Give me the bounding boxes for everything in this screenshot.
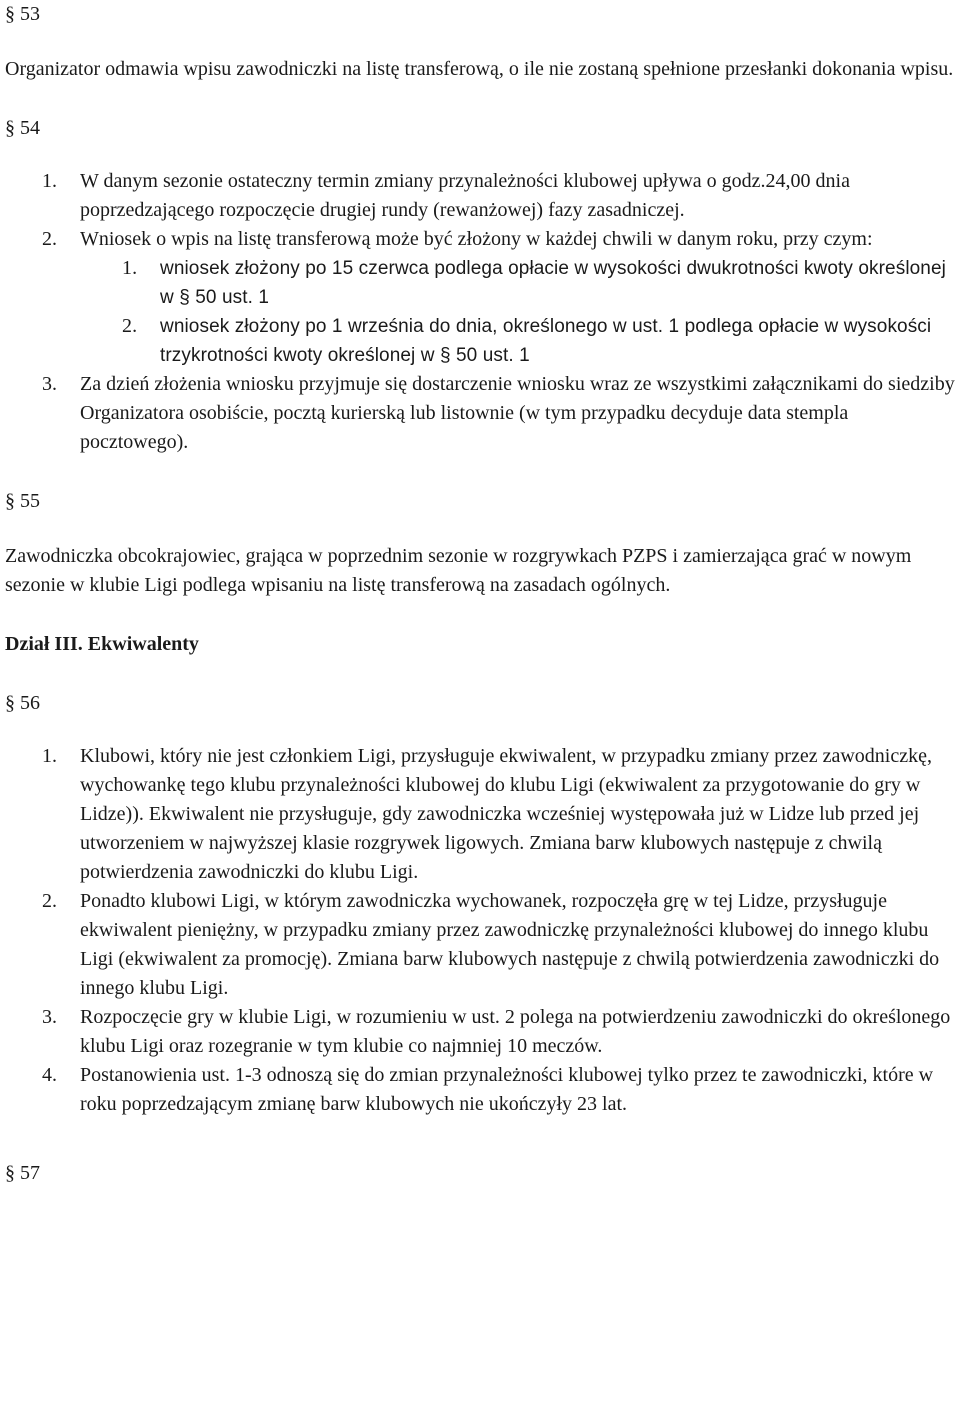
section-53-text: Organizator odmawia wpisu zawodniczki na listę transferową, o ile nie zostaną spełnione przesłanki dokonania wpisu. — [5, 58, 954, 80]
list-item — [5, 887, 955, 1003]
section-mark-57: § 57 — [5, 1162, 40, 1184]
list-item — [5, 167, 955, 225]
section-54-list-continued — [5, 370, 955, 457]
list-item-text: Rozpoczęcie gry w klubie Ligi, w rozumieniu w ust. 2 polega na potwierdzeniu zawodniczki do określonego klubu Ligi oraz rozegranie w tym klubie co najmniej 10 meczów. — [80, 1006, 951, 1057]
section-54-list — [5, 167, 955, 254]
list-item-number: 3. — [42, 1006, 57, 1028]
section-56-list — [5, 742, 955, 1119]
list-item-text: Ponadto klubowi Ligi, w którym zawodniczka wychowanek, rozpoczęła grę w tej Lidze, przysługuje ekwiwalent pieniężny, w przypadku zmiany przez zawodniczkę przynależności klubowej do innego klubu Ligi (ekwiwalent za promocję). Zmiana barw klubowych następuje z chwilą potwierdzenia zawodniczki do innego klubu Ligi. — [80, 890, 940, 999]
section-54-sublist — [5, 254, 955, 370]
list-item — [5, 1003, 955, 1061]
section-mark-54: § 54 — [5, 117, 40, 139]
section-mark-56: § 56 — [5, 692, 40, 714]
list-item — [5, 1061, 955, 1119]
list-item-number: 2. — [42, 890, 57, 912]
list-item — [5, 742, 955, 887]
section-mark-53: § 53 — [5, 3, 40, 25]
list-item-text: Klubowi, który nie jest członkiem Ligi, przysługuje ekwiwalent, w przypadku zmiany przez zawodniczkę, wychowankę tego klubu przynależności klubowej do klubu Ligi (ekwiwalent za przygotowanie do gry w Lidze)). Ekwiwalent nie przysługuje, gdy zawodniczka wcześniej występowała już w Lidze lub przed jej utworzeniem w najwyższej klasie rozgrywek ligowych. Zmiana barw klubowych następuje z chwilą potwierdzenia zawodniczki do klubu Ligi. — [80, 745, 932, 883]
sublist-item-text: wniosek złożony po 15 czerwca podlega opłacie w wysokości dwukrotności kwoty określonej w § 50 ust. 1 — [160, 258, 946, 308]
list-item-number: 1. — [42, 170, 57, 192]
sublist-item — [5, 254, 955, 312]
division-heading: Dział III. Ekwiwalenty — [5, 633, 199, 655]
list-item-text: Wniosek o wpis na listę transferową może być złożony w każdej chwili w danym roku, przy czym: — [80, 228, 873, 250]
list-item-number: 2. — [42, 228, 57, 250]
list-item — [5, 225, 955, 254]
section-55-text: Zawodniczka obcokrajowiec, grająca w poprzednim sezonie w rozgrywkach PZPS i zamierzająca grać w nowym sezonie w klubie Ligi podlega wpisaniu na listę transferową na zasadach ogólnych. — [5, 545, 912, 596]
sublist-item-text: wniosek złożony po 1 września do dnia, określonego w ust. 1 podlega opłacie w wysokości trzykrotności kwoty określonej w § 50 ust. 1 — [160, 316, 932, 366]
sublist-item — [5, 312, 955, 370]
list-item-text: Za dzień złożenia wniosku przyjmuje się dostarczenie wniosku wraz ze wszystkimi załącznikami do siedziby Organizatora osobiście, pocztą kurierską lub listownie (w tym przypadku decyduje data stempla pocztowego). — [80, 373, 955, 453]
list-item-number: 1. — [42, 745, 57, 767]
list-item-number: 4. — [42, 1064, 57, 1086]
list-item-text: Postanowienia ust. 1-3 odnoszą się do zmian przynależności klubowej tylko przez te zawodniczki, które w roku poprzedzającym zmianę barw klubowych nie ukończyły 23 lat. — [80, 1064, 934, 1115]
sublist-item-number: 2. — [122, 315, 138, 337]
section-mark-55: § 55 — [5, 490, 40, 512]
list-item — [5, 370, 955, 457]
sublist-item-number: 1. — [122, 257, 138, 279]
list-item-number: 3. — [42, 373, 57, 395]
document-page — [5, 0, 955, 1188]
list-item-text: W danym sezonie ostateczny termin zmiany przynależności klubowej upływa o godz.24,00 dnia poprzedzającego rozpoczęcie drugiej rundy (rewanżowej) fazy zasadniczej. — [80, 170, 850, 221]
